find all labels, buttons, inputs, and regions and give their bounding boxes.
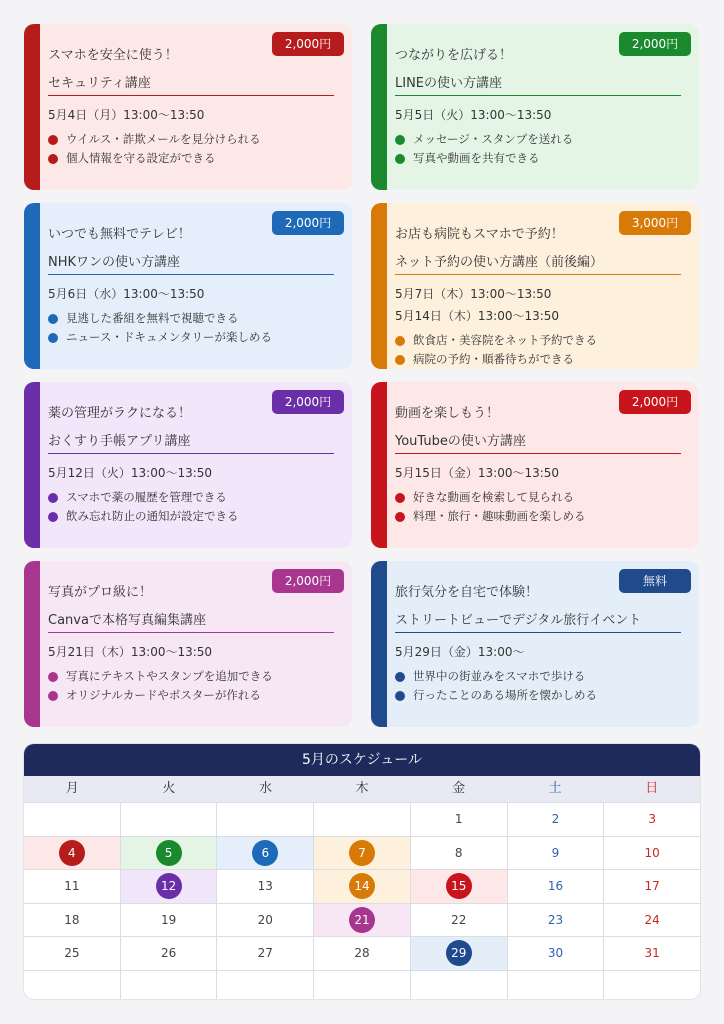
weekday-label: 金 (452, 781, 466, 796)
title-divider (395, 453, 681, 454)
card-accent-stripe (24, 203, 40, 369)
list-item (395, 686, 597, 705)
benefit-list (48, 130, 261, 168)
calendar-day-cell (24, 803, 120, 836)
price-badge: 2,000円 (272, 32, 344, 56)
list-item (395, 130, 573, 149)
list-item (48, 507, 239, 526)
calendar-day-cell (410, 803, 507, 836)
calendar-day-cell (507, 870, 604, 903)
benefit-list (395, 331, 597, 369)
course-title: NHKワンの使い方講座 (48, 255, 181, 270)
calendar-day-cell (507, 904, 604, 937)
day-number: 24 (644, 912, 660, 927)
calendar-day-cell (24, 870, 120, 903)
event-day-marker: 7 (349, 840, 375, 866)
event-day-marker: 15 (446, 873, 472, 899)
list-item (48, 130, 261, 149)
course-tagline: 薬の管理がラクになる！ (48, 406, 192, 421)
day-number: 30 (547, 946, 564, 960)
course-title: ネット予約の使い方講座（前後編） (395, 255, 604, 270)
course-date: 5月5日（火）13:00〜13:50 (395, 108, 552, 122)
calendar-day-cell (507, 937, 604, 970)
bullet-dot-icon (395, 135, 405, 145)
course-card (24, 24, 352, 190)
benefit-list (48, 667, 273, 705)
calendar-week-row (24, 802, 700, 836)
bullet-text: 写真にテキストやスタンプを追加できる (66, 669, 273, 683)
calendar-weekday-header (24, 776, 700, 802)
calendar-day-cell (120, 904, 217, 937)
course-card (24, 382, 352, 548)
day-number: 13 (257, 879, 273, 893)
calendar-day-cell (603, 837, 700, 870)
bullet-dot-icon (395, 512, 405, 522)
calendar-day-cell (216, 971, 313, 1000)
day-number: 1 (454, 812, 463, 826)
course-title: Canvaで本格写真編集講座 (48, 613, 206, 628)
course-date: 5月12日（火）13:00〜13:50 (48, 466, 213, 480)
bullet-dot-icon (48, 512, 58, 522)
course-date: 5月21日（木）13:00〜13:50 (48, 645, 213, 659)
list-item (395, 331, 597, 350)
event-day-marker: 12 (156, 873, 182, 899)
weekday-label: 火 (162, 781, 176, 796)
day-number: 25 (64, 946, 80, 960)
calendar-day-cell (410, 837, 507, 870)
list-item (395, 488, 586, 507)
day-number: 16 (547, 879, 564, 893)
day-number: 19 (160, 912, 177, 927)
calendar-day-cell[interactable] (120, 837, 217, 870)
list-item (48, 488, 239, 507)
list-item (48, 686, 273, 705)
weekday-label: 木 (355, 781, 369, 796)
calendar-day-cell[interactable] (410, 870, 507, 903)
calendar-day-cell[interactable] (313, 904, 410, 937)
course-date: 5月7日（木）13:00〜13:50 (395, 287, 552, 301)
title-divider (395, 632, 681, 633)
bullet-dot-icon (48, 154, 58, 164)
bullet-dot-icon (395, 672, 405, 682)
price-badge: 2,000円 (272, 569, 344, 593)
bullet-dot-icon (48, 135, 58, 145)
bullet-text: ウイルス・詐欺メールを見分けられる (66, 132, 261, 146)
course-title: YouTubeの使い方講座 (395, 434, 526, 449)
calendar-day-cell (24, 971, 120, 1000)
course-title: セキュリティ講座 (48, 76, 151, 91)
list-item (48, 309, 272, 328)
course-tagline: お店も病院もスマホで予約！ (395, 227, 564, 242)
calendar-day-cell (603, 971, 700, 1000)
day-number: 27 (257, 946, 273, 960)
calendar-day-cell (24, 904, 120, 937)
day-number: 28 (354, 946, 370, 960)
calendar-day-cell (216, 870, 313, 903)
benefit-list (48, 488, 239, 526)
card-accent-stripe (371, 561, 387, 727)
event-day-marker: 6 (252, 840, 278, 866)
list-item (48, 328, 272, 347)
day-number: 8 (454, 845, 463, 860)
bullet-dot-icon (395, 355, 405, 365)
schedule-calendar (24, 744, 700, 999)
bullet-text: 飲食店・美容院をネット予約できる (413, 333, 597, 347)
card-accent-stripe (24, 561, 40, 727)
day-number: 23 (547, 912, 564, 927)
calendar-day-cell (603, 904, 700, 937)
benefit-list (48, 309, 272, 347)
bullet-dot-icon (48, 672, 58, 682)
list-item (395, 149, 573, 168)
title-divider (48, 632, 334, 633)
weekday-label: 土 (548, 781, 562, 796)
price-badge: 2,000円 (619, 390, 691, 414)
calendar-day-cell (313, 937, 410, 970)
course-date: 5月4日（月）13:00〜13:50 (48, 108, 205, 122)
benefit-list (395, 488, 586, 526)
day-number: 3 (648, 812, 656, 826)
event-day-marker: 21 (349, 907, 375, 933)
course-card (24, 203, 352, 369)
title-divider (395, 274, 681, 275)
day-number: 10 (644, 845, 660, 860)
price-badge: 2,000円 (619, 32, 691, 56)
event-day-marker: 14 (349, 873, 375, 899)
calendar-day-cell[interactable] (313, 837, 410, 870)
benefit-list (395, 130, 573, 168)
calendar-day-cell (313, 803, 410, 836)
card-accent-stripe (371, 203, 387, 369)
weekday-label: 日 (645, 781, 659, 796)
calendar-day-cell[interactable] (313, 870, 410, 903)
course-title: おくすり手帳アプリ講座 (48, 434, 191, 449)
title-divider (48, 453, 334, 454)
bullet-text: メッセージ・スタンプを送れる (413, 132, 574, 146)
course-title: LINEの使い方講座 (395, 76, 503, 91)
list-item (48, 149, 261, 168)
calendar-day-cell (120, 803, 217, 836)
calendar-day-cell (120, 971, 217, 1000)
card-accent-stripe (371, 24, 387, 190)
bullet-text: 飲み忘れ防止の通知が設定できる (66, 509, 239, 523)
calendar-day-cell[interactable] (216, 837, 313, 870)
calendar-day-cell (216, 937, 313, 970)
bullet-dot-icon (395, 154, 405, 164)
calendar-week-row (24, 869, 700, 903)
card-accent-stripe (24, 24, 40, 190)
event-day-marker: 5 (156, 840, 182, 866)
weekday-label: 水 (258, 781, 272, 796)
title-divider (48, 95, 334, 96)
bullet-text: 行ったことのある場所を懐かしめる (413, 688, 597, 702)
course-date: 5月29日（金）13:00〜 (395, 645, 525, 659)
bullet-dot-icon (395, 493, 405, 503)
calendar-day-cell (603, 870, 700, 903)
course-card (24, 561, 352, 727)
calendar-day-cell (603, 937, 700, 970)
calendar-week-row (24, 903, 700, 937)
calendar-day-cell (313, 971, 410, 1000)
course-card (371, 203, 699, 369)
calendar-day-cell[interactable] (120, 870, 217, 903)
course-tagline: 写真がプロ級に！ (48, 585, 153, 600)
price-badge: 無料 (619, 569, 691, 593)
bullet-text: ニュース・ドキュメンタリーが楽しめる (66, 330, 272, 344)
bullet-dot-icon (48, 314, 58, 324)
list-item (395, 507, 586, 526)
weekday-label: 月 (65, 781, 79, 796)
calendar-day-cell (507, 837, 604, 870)
bullet-text: 個人情報を守る設定ができる (66, 151, 216, 165)
bullet-text: 見逃した番組を無料で視聴できる (66, 311, 239, 325)
calendar-day-cell[interactable] (410, 937, 507, 970)
course-tagline: 旅行気分を自宅で体験！ (395, 585, 539, 600)
card-accent-stripe (24, 382, 40, 548)
course-card (371, 24, 699, 190)
price-badge: 2,000円 (272, 390, 344, 414)
day-number: 11 (64, 879, 80, 893)
day-number: 9 (551, 845, 560, 860)
bullet-text: オリジナルカードやポスターが作れる (66, 688, 261, 702)
course-tagline: いつでも無料でテレビ！ (48, 227, 191, 242)
bullet-text: 写真や動画を共有できる (413, 151, 540, 165)
calendar-title: 5月のスケジュール (24, 744, 700, 776)
list-item (48, 667, 273, 686)
calendar-grid (24, 802, 700, 999)
bullet-dot-icon (48, 333, 58, 343)
calendar-day-cell (410, 971, 507, 1000)
title-divider (395, 95, 681, 96)
day-number: 20 (257, 912, 273, 927)
day-number: 2 (551, 812, 560, 826)
day-number: 31 (644, 946, 660, 960)
event-day-marker: 29 (446, 940, 472, 966)
course-date: 5月15日（金）13:00〜13:50 (395, 466, 560, 480)
bullet-text: 病院の予約・順番待ちができる (413, 352, 574, 366)
bullet-text: スマホで薬の履歴を管理できる (66, 490, 227, 504)
calendar-week-row (24, 970, 700, 1000)
bullet-dot-icon (48, 691, 58, 701)
course-tagline: つながりを広げる！ (395, 48, 513, 63)
card-accent-stripe (371, 382, 387, 548)
bullet-text: 世界中の街並みをスマホで歩ける (413, 669, 586, 683)
price-badge: 2,000円 (272, 211, 344, 235)
calendar-day-cell (507, 803, 604, 836)
day-number: 22 (451, 912, 467, 927)
course-card (371, 382, 699, 548)
course-tagline: スマホを安全に使う！ (48, 48, 178, 63)
bullet-text: 料理・旅行・趣味動画を楽しめる (413, 509, 586, 523)
price-badge: 3,000円 (619, 211, 691, 235)
list-item (395, 667, 597, 686)
calendar-day-cell (24, 937, 120, 970)
event-day-marker: 4 (59, 840, 85, 866)
calendar-day-cell (507, 971, 604, 1000)
title-divider (48, 274, 334, 275)
bullet-dot-icon (395, 691, 405, 701)
course-date: 5月14日（木）13:00〜13:50 (395, 309, 560, 323)
bullet-dot-icon (395, 336, 405, 346)
calendar-week-row (24, 836, 700, 870)
calendar-day-cell (120, 937, 217, 970)
calendar-day-cell (410, 904, 507, 937)
day-number: 17 (644, 879, 660, 893)
course-tagline: 動画を楽しもう！ (395, 406, 500, 421)
calendar-day-cell (603, 803, 700, 836)
day-number: 18 (64, 912, 80, 927)
course-title: ストリートビューでデジタル旅行イベント (395, 613, 642, 628)
list-item (395, 350, 597, 369)
benefit-list (395, 667, 597, 705)
course-date: 5月6日（水）13:00〜13:50 (48, 287, 205, 301)
bullet-dot-icon (48, 493, 58, 503)
day-number: 26 (160, 946, 177, 960)
calendar-week-row (24, 936, 700, 970)
course-card (371, 561, 699, 727)
bullet-text: 好きな動画を検索して見られる (413, 490, 574, 504)
calendar-day-cell[interactable] (24, 837, 120, 870)
calendar-day-cell (216, 904, 313, 937)
calendar-day-cell (216, 803, 313, 836)
